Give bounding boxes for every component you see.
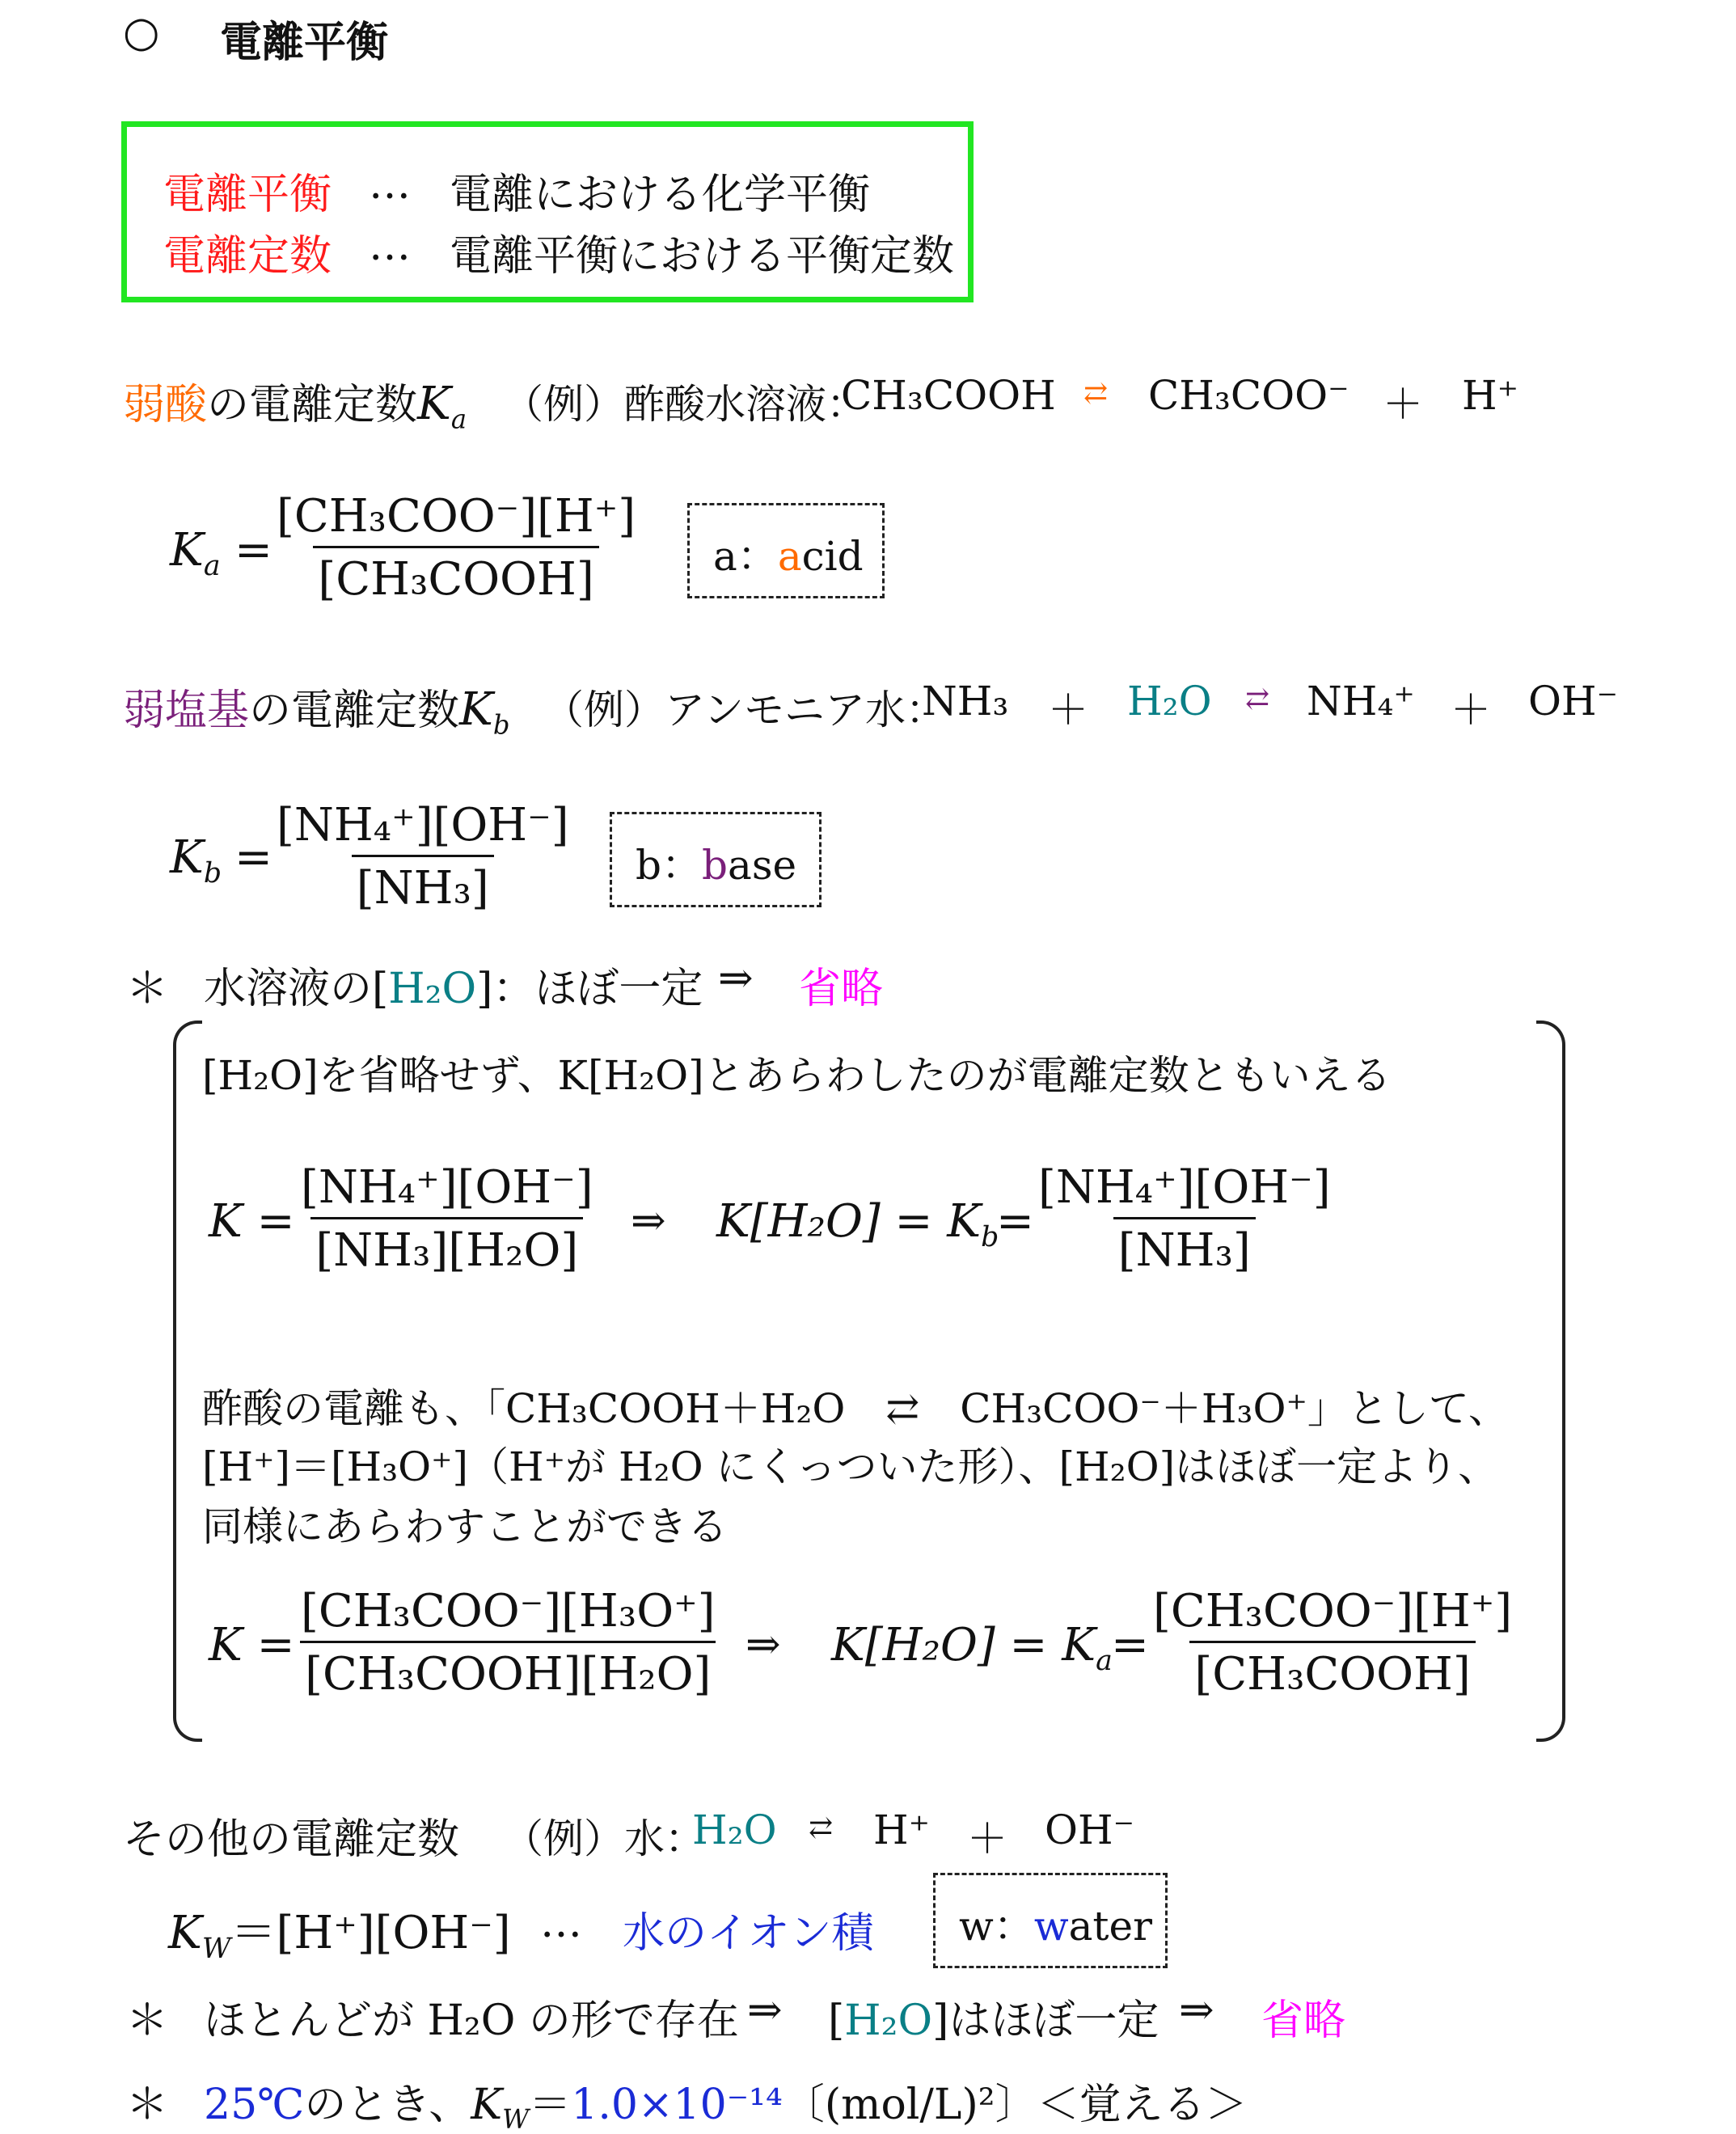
- hint-prefix: b：: [636, 842, 703, 889]
- ion-product-label: 水のイオン積: [623, 1909, 874, 1958]
- ka-subscript: a: [203, 550, 221, 583]
- implies-arrow: ⇒: [1179, 1986, 1214, 2035]
- base-product-1: NH₄⁺: [1307, 678, 1415, 725]
- page-title: 電離平衡: [220, 19, 389, 67]
- kb-symbol: K: [170, 831, 204, 884]
- fraction-numerator: [CH₃COO⁻][H₃O⁺]: [301, 1585, 716, 1637]
- kh2o-equals-ka: [831, 1619, 1113, 1677]
- weak-base-heading: [123, 676, 510, 740]
- remember-label: ＜覚える＞: [1037, 2081, 1248, 2129]
- implies-arrow: ⇒: [718, 954, 754, 1003]
- equals-sign: =: [1111, 1619, 1149, 1671]
- constant-subscript: b: [492, 709, 510, 741]
- equals-sign: =: [234, 831, 272, 884]
- hint-prefix: a：: [713, 533, 778, 580]
- note-text: [: [828, 1997, 845, 2045]
- equilibrium-arrow: ⇄: [1245, 682, 1270, 716]
- water-reactant: H₂O: [692, 1807, 777, 1853]
- omit-label: 省略: [1261, 1997, 1346, 2045]
- kb-fraction-2: [1033, 1161, 1336, 1277]
- fraction-denominator: [CH₃COOH][H₂O]: [300, 1641, 716, 1701]
- plus-sign: ＋: [1048, 687, 1088, 733]
- definition-text: 電離平衡における平衡定数: [450, 232, 955, 281]
- bracket-right: [1536, 1021, 1565, 1742]
- base-hint: [636, 833, 796, 891]
- fraction-denominator: [NH₃]: [1113, 1217, 1256, 1277]
- kw-value-note: [204, 2070, 1248, 2134]
- hint-highlight: a: [777, 533, 802, 580]
- k-lhs: K =: [209, 1619, 295, 1671]
- hint-highlight: b: [702, 842, 729, 889]
- kb-denominator: [NH₃]: [352, 855, 494, 915]
- temperature: 25℃: [204, 2081, 305, 2129]
- kw-subscript: W: [502, 2103, 530, 2134]
- k-nh3-fraction: [296, 1161, 598, 1277]
- kw-value: 1.0×10⁻¹⁴: [571, 2081, 783, 2129]
- fraction-numerator: [CH₃COO⁻][H⁺]: [1153, 1585, 1513, 1637]
- title-symbol: ○: [123, 8, 160, 57]
- weak-base-term: 弱塩基: [123, 687, 250, 735]
- note-star: ＊: [126, 965, 169, 1013]
- kh2o-text: K[H₂O] = K: [716, 1195, 982, 1248]
- fraction-denominator: [NH₃][H₂O]: [310, 1217, 583, 1277]
- kb-subscript: b: [203, 857, 222, 890]
- other-constants-label: その他の電離定数: [123, 1815, 460, 1864]
- hint-prefix: w：: [959, 1903, 1034, 1950]
- ka-numerator: [CH₃COO⁻][H⁺]: [277, 490, 636, 543]
- ka-lhs: [170, 524, 221, 582]
- ka-denominator: [CH₃COOH]: [313, 546, 598, 606]
- fraction-numerator: [NH₄⁺][OH⁻]: [1038, 1161, 1331, 1214]
- h2o-constant-note: [828, 1986, 1159, 2047]
- plus-sign: ＋: [967, 1815, 1007, 1862]
- acid-product-2: H⁺: [1462, 372, 1518, 419]
- implies-arrow: ⇒: [631, 1197, 666, 1245]
- heading-rest: の電離定数: [207, 381, 418, 429]
- note-star: ＊: [126, 2081, 169, 2129]
- kb-lhs: [170, 831, 222, 890]
- base-example: （例）アンモニア水：: [543, 687, 946, 733]
- constant-symbol: K: [459, 683, 493, 736]
- acetic-paragraph-3: 同様にあらわすことができる: [202, 1503, 728, 1550]
- bracket-left: [173, 1021, 202, 1742]
- weak-acid-term: 弱酸: [123, 381, 208, 429]
- implies-arrow: ⇒: [747, 1986, 783, 2035]
- water-reactant: H₂O: [1127, 678, 1212, 725]
- definition-text: 電離における化学平衡: [450, 171, 871, 219]
- equals-sign: =: [234, 524, 272, 577]
- kb-fraction: [272, 799, 574, 915]
- weak-acid-heading: [123, 370, 467, 434]
- definition-separator: …: [369, 160, 411, 209]
- term-ionization-equilibrium: 電離平衡: [163, 171, 332, 219]
- equilibrium-arrow: ⇄: [809, 1811, 834, 1845]
- note-text: のとき、: [304, 2081, 471, 2129]
- kb-subscript: b: [981, 1221, 999, 1254]
- ka-fraction-2: [1148, 1585, 1517, 1701]
- equals-sign: =: [996, 1195, 1034, 1248]
- water-note: [204, 954, 703, 1015]
- hint-highlight: w: [1033, 1903, 1069, 1950]
- hint-rest: cid: [801, 533, 864, 580]
- implies-arrow: ⇒: [746, 1621, 781, 1669]
- note-text: ]：ほぼ一定: [476, 965, 703, 1013]
- acid-example: （例）酢酸水溶液：: [503, 381, 867, 428]
- constant-subscript: a: [450, 404, 467, 435]
- hint-rest: ater: [1068, 1903, 1153, 1950]
- hint-rest: ase: [728, 842, 797, 889]
- kw-separator: …: [540, 1899, 582, 1947]
- kb-numerator: [NH₄⁺][OH⁻]: [277, 799, 569, 851]
- kw-rhs: ＝[H⁺][OH⁻]: [230, 1907, 511, 1959]
- kw-equation: [168, 1897, 511, 1965]
- acetic-paragraph-2: [H⁺]＝[H₃O⁺]（H⁺が H₂O にくっついた形）、[H₂O]はほぼ一定より、: [202, 1443, 1499, 1490]
- bracket-intro: [H₂O]を省略せず、K[H₂O]とあらわしたのが電離定数ともいえる: [202, 1052, 1392, 1099]
- fraction-numerator: [NH₄⁺][OH⁻]: [301, 1161, 593, 1214]
- definition-separator: …: [369, 222, 411, 270]
- kw-symbol: K: [168, 1907, 202, 1959]
- acid-product-1: CH₃COO⁻: [1148, 372, 1350, 419]
- plus-sign: ＋: [1383, 381, 1423, 428]
- acid-reactant: CH₃COOH: [841, 372, 1056, 419]
- ka-subscript: a: [1096, 1645, 1113, 1678]
- ka-fraction: [272, 490, 640, 606]
- ka-symbol: K: [170, 524, 204, 577]
- kw-unit: 〔(mol/L)²〕: [782, 2081, 1037, 2129]
- h2o-term: H₂O: [844, 1997, 933, 2045]
- water-example: （例）水：: [503, 1815, 705, 1862]
- equals-sign: ＝: [529, 2081, 572, 2129]
- equilibrium-arrow: ⇄: [1083, 377, 1109, 410]
- water-product-1: H⁺: [873, 1807, 930, 1853]
- kw-subscript: W: [201, 1933, 231, 1966]
- k-lhs: K =: [209, 1195, 295, 1248]
- kw-symbol: K: [471, 2081, 503, 2129]
- base-reactant-1: NH₃: [922, 678, 1009, 725]
- note-text: ]はほぼ一定: [932, 1997, 1159, 2045]
- acid-hint: [713, 524, 864, 582]
- acetic-paragraph-1: 酢酸の電離も、「CH₃COOH＋H₂O ⇄ CH₃COO⁻＋H₃O⁺」として、: [202, 1385, 1509, 1432]
- note-star: ＊: [126, 1997, 169, 2045]
- base-product-2: OH⁻: [1528, 678, 1618, 725]
- h2o-term: H₂O: [388, 965, 477, 1013]
- kh2o-equals-kb: [716, 1195, 999, 1253]
- heading-rest: の電離定数: [249, 687, 460, 735]
- constant-symbol: K: [417, 378, 451, 430]
- omit-label: 省略: [799, 965, 884, 1013]
- k-acetic-fraction: [296, 1585, 720, 1701]
- water-product-2: OH⁻: [1045, 1807, 1134, 1853]
- water-hint: [959, 1894, 1152, 1952]
- fraction-denominator: [CH₃COOH]: [1189, 1641, 1475, 1701]
- h2o-form-note: ほとんどが H₂O の形で存在: [204, 1997, 739, 2045]
- note-text: 水溶液の[: [204, 965, 389, 1013]
- kh2o-text: K[H₂O] = K: [831, 1619, 1096, 1671]
- plus-sign: ＋: [1451, 687, 1491, 733]
- term-ionization-constant: 電離定数: [163, 232, 332, 281]
